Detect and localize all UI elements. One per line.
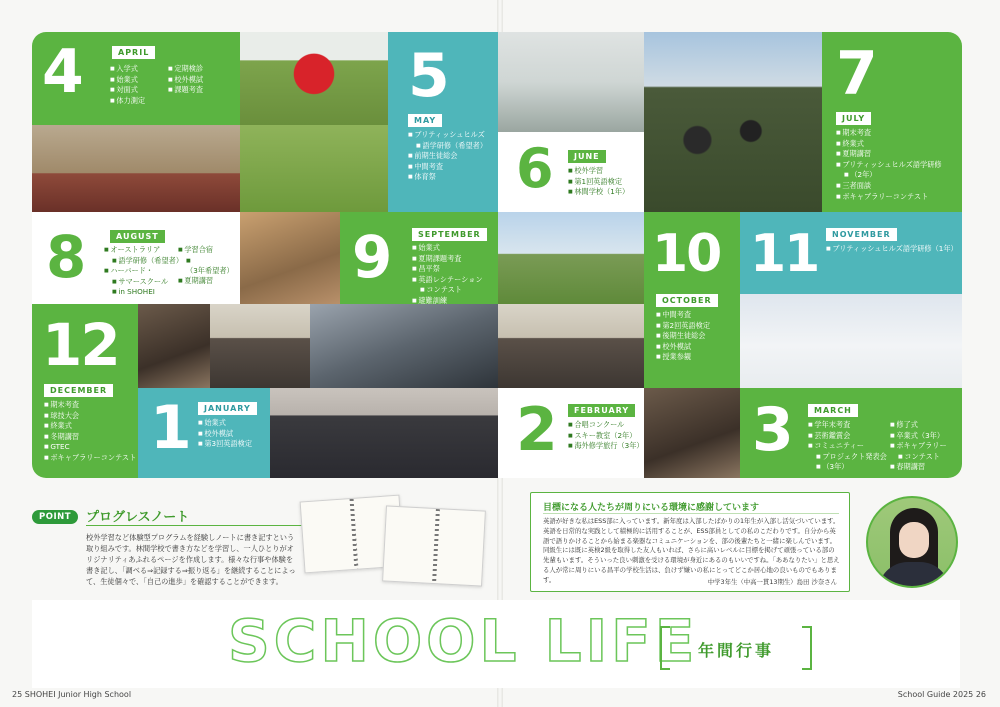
photo-group-outdoor	[644, 32, 822, 212]
photo-ski-trip	[740, 294, 962, 388]
event-list: ■ 学年末考査 ■ 芸術鑑賞会 ■ コミュニティー ■ プロジェクト発表会 ■ （3年）	[808, 420, 887, 473]
month-april	[32, 32, 240, 125]
event-list: ■ 始業式 ■ 夏期課題考査 ■ 昌平祭 ■ 英語レシテーション ■ コンテスト ■ 避難訓練	[412, 243, 483, 304]
voice-text: 英語が好きな私はESS部に入っています。新年度は入部したばかりの1年生が入部し活気づいています。英語を日常的な実践として積極的に活用することが、ESS部員としての私のこだわりです。自分から英語で語りかけることから始まる楽器なコミュニケーションを、部の後輩たちと一緒に楽しんでいます。同級生には既に英検2級を取得した友人もいれば、さらに高いレベルに目標を掲げて頑張っている部の先輩もいます。そういった良い刺激を受ける環境が身近にあるのもいいですね。「ああなりたい」と思える人が常に周りにいる昌平の学校生活は、負けず嫌いの私にとってどこか居心地の良いものでもあります。	[543, 517, 840, 584]
month-december	[32, 304, 138, 478]
divider	[543, 513, 839, 514]
month-number: 4	[42, 37, 82, 107]
point-badge: POINT	[32, 510, 78, 524]
month-number: 10	[652, 224, 721, 284]
photo-class-study	[498, 304, 644, 388]
month-label: MAY	[408, 114, 442, 127]
month-number: 5	[408, 41, 448, 111]
annual-calendar	[32, 32, 962, 478]
publication-name: SHOHEI Junior High School	[24, 690, 132, 699]
photo-sports-ball	[240, 32, 388, 125]
month-label: AUGUST	[110, 230, 165, 243]
month-number: 1	[150, 393, 190, 463]
event-list: ■ 中間考査 ■ 第2回英語検定 ■ 後期生徒総会 ■ 校外模試 ■ 授業参観	[656, 310, 710, 363]
notebook-image	[382, 505, 486, 586]
photo-student-field	[498, 212, 644, 304]
month-august	[32, 212, 240, 304]
month-number: 8	[46, 223, 85, 291]
month-number: 9	[352, 223, 391, 291]
page-number: 25	[12, 690, 23, 699]
month-number: 2	[516, 395, 556, 465]
photo-classroom-activity	[310, 304, 498, 388]
photo-sports-festival	[240, 125, 388, 212]
month-october	[644, 212, 740, 388]
month-label: JULY	[836, 112, 871, 125]
photo-summer-camp	[240, 212, 340, 304]
photo-chorus-group	[270, 388, 498, 478]
point-section	[32, 492, 494, 592]
month-label: MARCH	[808, 404, 858, 417]
month-july	[822, 32, 962, 212]
folio-right	[898, 690, 986, 699]
month-label: OCTOBER	[656, 294, 718, 307]
photo-entrance-ceremony	[32, 125, 240, 212]
month-number: 3	[752, 395, 792, 465]
page-number: 26	[975, 690, 986, 699]
event-list: ■ 修了式 ■ 卒業式（3年） ■ ボキャブラリー ■ コンテスト ■ 春期講習	[890, 420, 947, 473]
month-number: 12	[42, 311, 119, 379]
event-list: ■ ブリティッシュヒルズ語学研修（1年）	[826, 244, 958, 255]
event-list: ■ オーストラリア ■ 語学研修（希望者） ■ ハーバード・ ■ サマースクール ■ in SHOHEI	[104, 245, 183, 298]
month-label: JANUARY	[198, 402, 257, 415]
month-number: 6	[516, 137, 552, 200]
bracket-left	[660, 626, 670, 670]
folio-left	[12, 690, 131, 699]
banner-title: SCHOOL LIFE	[228, 607, 699, 675]
photo-presentation	[644, 388, 740, 478]
month-number: 7	[836, 39, 876, 109]
publication-name: School Guide 2025	[897, 690, 974, 699]
event-list: ■ 定期検診 ■ 校外模試 ■ 課題考査	[168, 64, 203, 96]
event-list: ■ 学習合宿 ■ （3年希望者） ■ 夏期講習	[178, 245, 240, 286]
event-list: ■ 始業式 ■ 校外模試 ■ 第3回英語検定	[198, 418, 252, 450]
month-number: 11	[750, 224, 819, 284]
event-list: ■ 入学式 ■ 始業式 ■ 対面式 ■ 体力測定	[110, 64, 145, 106]
month-january	[138, 388, 270, 478]
photo-rice-planting	[498, 32, 644, 132]
month-june	[498, 132, 644, 212]
banner-subtitle: 年間行事	[697, 641, 774, 660]
month-label: FEBRUARY	[568, 404, 635, 417]
month-march	[740, 388, 962, 478]
month-label: JUNE	[568, 150, 606, 163]
voice-signature: 中学3年生（中高一貫13期生）島田 沙奈さん	[707, 578, 837, 586]
photo-students-indoor	[210, 304, 310, 388]
month-label: DECEMBER	[44, 384, 113, 397]
month-february	[498, 388, 644, 478]
month-label: SEPTEMBER	[412, 228, 487, 241]
voice-title: 目標になる人たちが周りにいる環境に感謝しています	[543, 503, 760, 513]
month-september	[340, 212, 498, 304]
divider	[86, 525, 306, 526]
month-label: APRIL	[112, 46, 155, 59]
student-portrait	[866, 496, 958, 588]
event-list: ■ 期末考査 ■ 終業式 ■ 夏期講習 ■ ブリティッシュヒルズ語学研修 ■ （2年） ■ 三者面談 ■ ボキャブラリーコンテスト	[836, 128, 942, 202]
month-label: NOVEMBER	[826, 228, 897, 241]
event-list: ■ 合唱コンクール ■ スキー教室（2年） ■ 海外修学旅行（3年）	[568, 420, 644, 452]
point-description: 校外学習など体験型プログラムを経験しノートに書き記すという取り組みです。林間学校で書き方などを学習し、一人ひとりがオリジナリティあふれるページを作成します。様々な行事や体験を書き記し、「調べる⇒記録する⇒振り返る」を継続することによって、生徒個々で、「自己の進歩」を確認することができます。	[86, 533, 296, 586]
event-list: ■ ブリティッシュヒルズ ■ 語学研修（希望者） ■ 前期生徒総会 ■ 中間考査 ■ 体育祭	[408, 130, 487, 183]
event-list: ■ 期末考査 ■ 球技大会 ■ 終業式 ■ 冬期講習 ■ GTEC ■ ボキャブラリーコンテスト	[44, 400, 136, 464]
month-november	[740, 212, 962, 294]
month-may	[388, 32, 498, 212]
point-title: プログレスノート	[86, 510, 190, 525]
event-list: ■ 校外学習 ■ 第1回英語検定 ■ 林間学校（1年）	[568, 166, 629, 198]
student-voice	[530, 492, 850, 592]
photo-classroom-teacher	[138, 304, 210, 388]
bracket-right	[802, 626, 812, 670]
